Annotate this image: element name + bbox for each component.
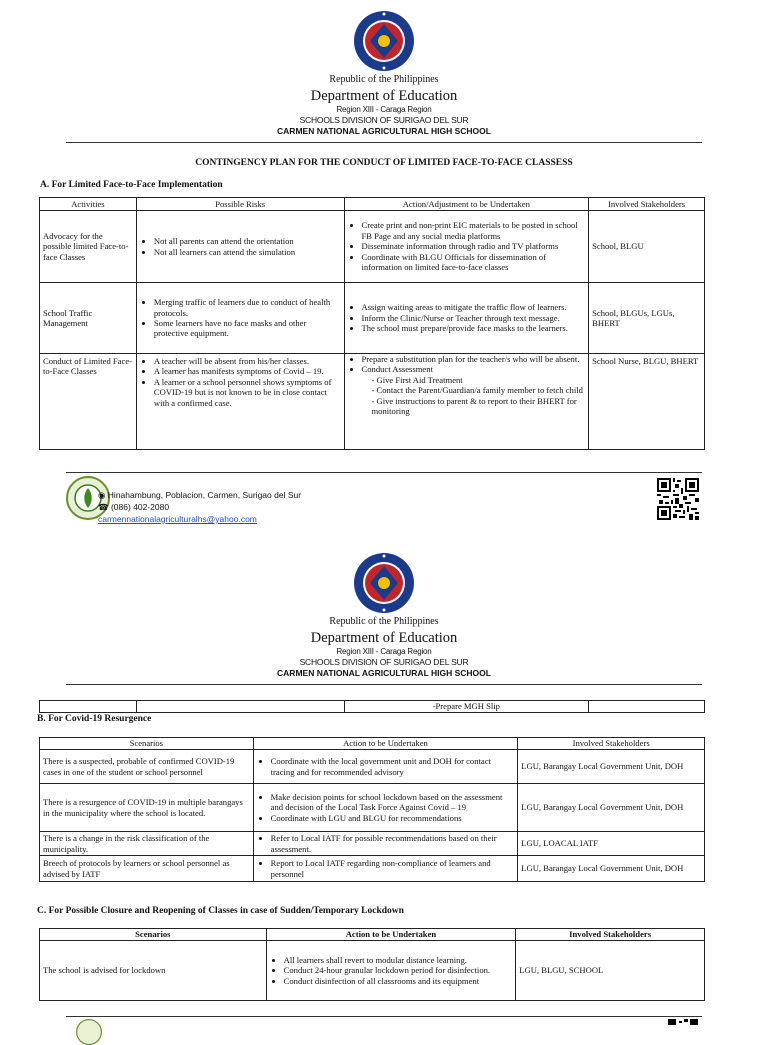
section-b-heading: B. For Covid-19 Resurgence (37, 714, 152, 724)
header-republic: Republic of the Philippines (329, 74, 439, 85)
actions-cell (253, 856, 518, 882)
list-item: • Merging traffic of learners due to conduct of health protocols. (154, 297, 341, 318)
column-header: Possible Risks (136, 198, 344, 211)
list-item: • A teacher will be absent from his/her classes. (154, 356, 341, 366)
list-item: • Create print and non-print EIC materials to be posted in school FB Page and any social media platforms (362, 220, 586, 241)
list-item: • Coordinate with the local government unit and DOH for contact tracing and for recommended advisory (271, 756, 515, 777)
table-row (40, 283, 705, 354)
list-item: • Not all parents can attend the orientation (154, 236, 341, 246)
section-a-continuation (39, 700, 705, 713)
header-divider (66, 142, 702, 143)
table-row (40, 832, 705, 856)
header-division: SCHOOLS DIVISION OF SURIGAO DEL SUR (299, 657, 469, 667)
list-item: • Refer to Local IATF for possible recommendations based on their assessment. (271, 833, 515, 854)
risks-cell (136, 211, 344, 283)
actions-cell (344, 211, 589, 283)
header-republic: Republic of the Philippines (329, 616, 439, 627)
risks-cell (136, 354, 344, 450)
scenario-cell: Breech of protocols by learners or school personnel as advised by IATF (40, 856, 254, 882)
footer-address: ◉ Hinahambung, Poblacion, Carmen, Surigao del Sur (98, 490, 302, 500)
stakeholders-cell: School, BLGUs, LGUs, BHERT (589, 283, 705, 354)
stakeholders-cell: LGU, Barangay Local Government Unit, DOH (518, 856, 705, 882)
column-header: Scenarios (40, 738, 254, 750)
table-row (40, 211, 705, 283)
column-header: Involved Stakeholders (516, 929, 705, 941)
header-region: Region XIII - Caraga Region (336, 647, 432, 656)
list-item: • Coordinate with BLGU Officials for dissemination of information on limited face-to-face classes (362, 252, 586, 273)
deped-seal-logo (353, 552, 415, 614)
actions-cell (344, 354, 589, 450)
actions-cell: -Prepare MGH Slip (344, 701, 589, 713)
footer-phone: ☎ (086) 402-2080 (98, 502, 170, 512)
footer-divider (66, 1016, 702, 1017)
school-logo (76, 1019, 102, 1045)
column-header: Scenarios (40, 929, 267, 941)
list-item: • Report to Local IATF regarding non-compliance of learners and personnel (271, 858, 515, 879)
list-item: • Some learners have no face masks and other protective equipment. (154, 318, 341, 339)
stakeholders-cell: LGU, BLGU, SCHOOL (516, 941, 705, 1001)
section-c-heading: C. For Possible Closure and Reopening of Classes in case of Sudden/Temporary Lockdown (37, 906, 404, 916)
list-item: • Coordinate with LGU and BLGU for recommendations (271, 813, 515, 823)
document-title: CONTINGENCY PLAN FOR THE CONDUCT OF LIMITED FACE-TO-FACE CLASSESS (195, 158, 573, 168)
list-item: • All learners shall revert to modular distance learning. (284, 955, 513, 965)
column-header: Activities (40, 198, 137, 211)
activity-cell: Conduct of Limited Face-to-Face Classes (40, 354, 137, 450)
list-item: • Prepare a substitution plan for the teacher/s who will be absent. (362, 354, 586, 364)
scenario-cell: There is a suspected, probable of confirmed COVID-19 cases in one of the student or school personnel (40, 750, 254, 784)
stakeholders-cell: LGU, Barangay Local Government Unit, DOH (518, 784, 705, 832)
stakeholders-cell: LGU, LOACAL IATF (518, 832, 705, 856)
list-item: • Conduct Assessment (362, 364, 586, 374)
activity-cell: Advocacy for the possible limited Face-to-face Classes (40, 211, 137, 283)
table-row (40, 941, 705, 1001)
actions-cell (253, 832, 518, 856)
sub-action: - Give instructions to parent & to report to their BHERT for monitoring (371, 395, 577, 417)
section-b-table (39, 737, 705, 882)
list-item: • Assign waiting areas to mitigate the traffic flow of learners. (362, 302, 586, 312)
list-item: • Conduct disinfection of all classrooms and its equipment (284, 976, 513, 986)
footer-email-link[interactable]: carmennationalagriculturalhs@yahoo.com (98, 514, 257, 524)
column-header: Involved Stakeholders (589, 198, 705, 211)
footer-contact (98, 489, 301, 525)
header-region: Region XIII - Caraga Region (336, 105, 432, 114)
header-department: Department of Education (310, 88, 458, 104)
qr-code (668, 1019, 698, 1025)
phone-icon: ☎ (98, 502, 109, 512)
activity-cell: School Traffic Management (40, 283, 137, 354)
location-icon: ◉ (98, 490, 106, 500)
stakeholders-cell: LGU, Barangay Local Government Unit, DOH (518, 750, 705, 784)
list-item: • A learner or a school personnel shows symptoms of COVID-19 but is not known to be in close contact with a confirmed case. (154, 377, 341, 408)
footer-divider (66, 472, 702, 473)
section-a-table (39, 197, 705, 450)
risks-cell (136, 283, 344, 354)
scenario-cell: There is a change in the risk classification of the municipality. (40, 832, 254, 856)
deped-seal-logo (353, 10, 415, 72)
list-item: • Conduct 24-hour granular lockdown period for disinfection. (284, 965, 513, 975)
list-item: • A learner has manifests symptoms of Covid – 19. (154, 366, 341, 376)
header-division: SCHOOLS DIVISION OF SURIGAO DEL SUR (299, 115, 469, 125)
column-header: Involved Stakeholders (518, 738, 705, 750)
sub-action: - Contact the Parent/Guardian/a family member to fetch child (371, 385, 583, 396)
table-row (40, 750, 705, 784)
column-header: Action to be Undertaken (266, 929, 516, 941)
stakeholders-cell: School Nurse, BLGU, BHERT (589, 354, 705, 450)
header-divider (66, 684, 702, 685)
actions-cell (344, 283, 589, 354)
list-item: • Not all learners can attend the simulation (154, 247, 341, 257)
scenario-cell: There is a resurgence of COVID-19 in multiple barangays in the municipality where the school is located. (40, 784, 254, 832)
table-row (40, 784, 705, 832)
header-department: Department of Education (310, 630, 458, 646)
list-item: • Disseminate information through radio and TV platforms (362, 241, 586, 251)
list-item: • Make decision points for school lockdown based on the assessment and decision of the Local Task Force Against Covid – 19 (271, 792, 515, 813)
table-row (40, 354, 705, 450)
column-header: Action/Adjustment to be Undertaken (344, 198, 589, 211)
stakeholders-cell: School, BLGU (589, 211, 705, 283)
list-item: • Inform the Clinic/Nurse or Teacher through text message. (362, 313, 586, 323)
table-row (40, 856, 705, 882)
sub-action: - Give First Aid Treatment (371, 374, 463, 385)
list-item: • The school must prepare/provide face masks to the learners. (362, 323, 586, 333)
header-school: CARMEN NATIONAL AGRICULTURAL HIGH SCHOOL (277, 126, 491, 136)
actions-cell (253, 784, 518, 832)
actions-cell (253, 750, 518, 784)
scenario-cell: The school is advised for lockdown (40, 941, 267, 1001)
section-a-heading: A. For Limited Face-to-Face Implementation (40, 180, 223, 190)
actions-cell (266, 941, 516, 1001)
table-row (40, 701, 705, 713)
qr-code (657, 478, 699, 520)
header-school: CARMEN NATIONAL AGRICULTURAL HIGH SCHOOL (277, 668, 491, 678)
section-c-table (39, 928, 705, 1001)
column-header: Action to be Undertaken (253, 738, 518, 750)
